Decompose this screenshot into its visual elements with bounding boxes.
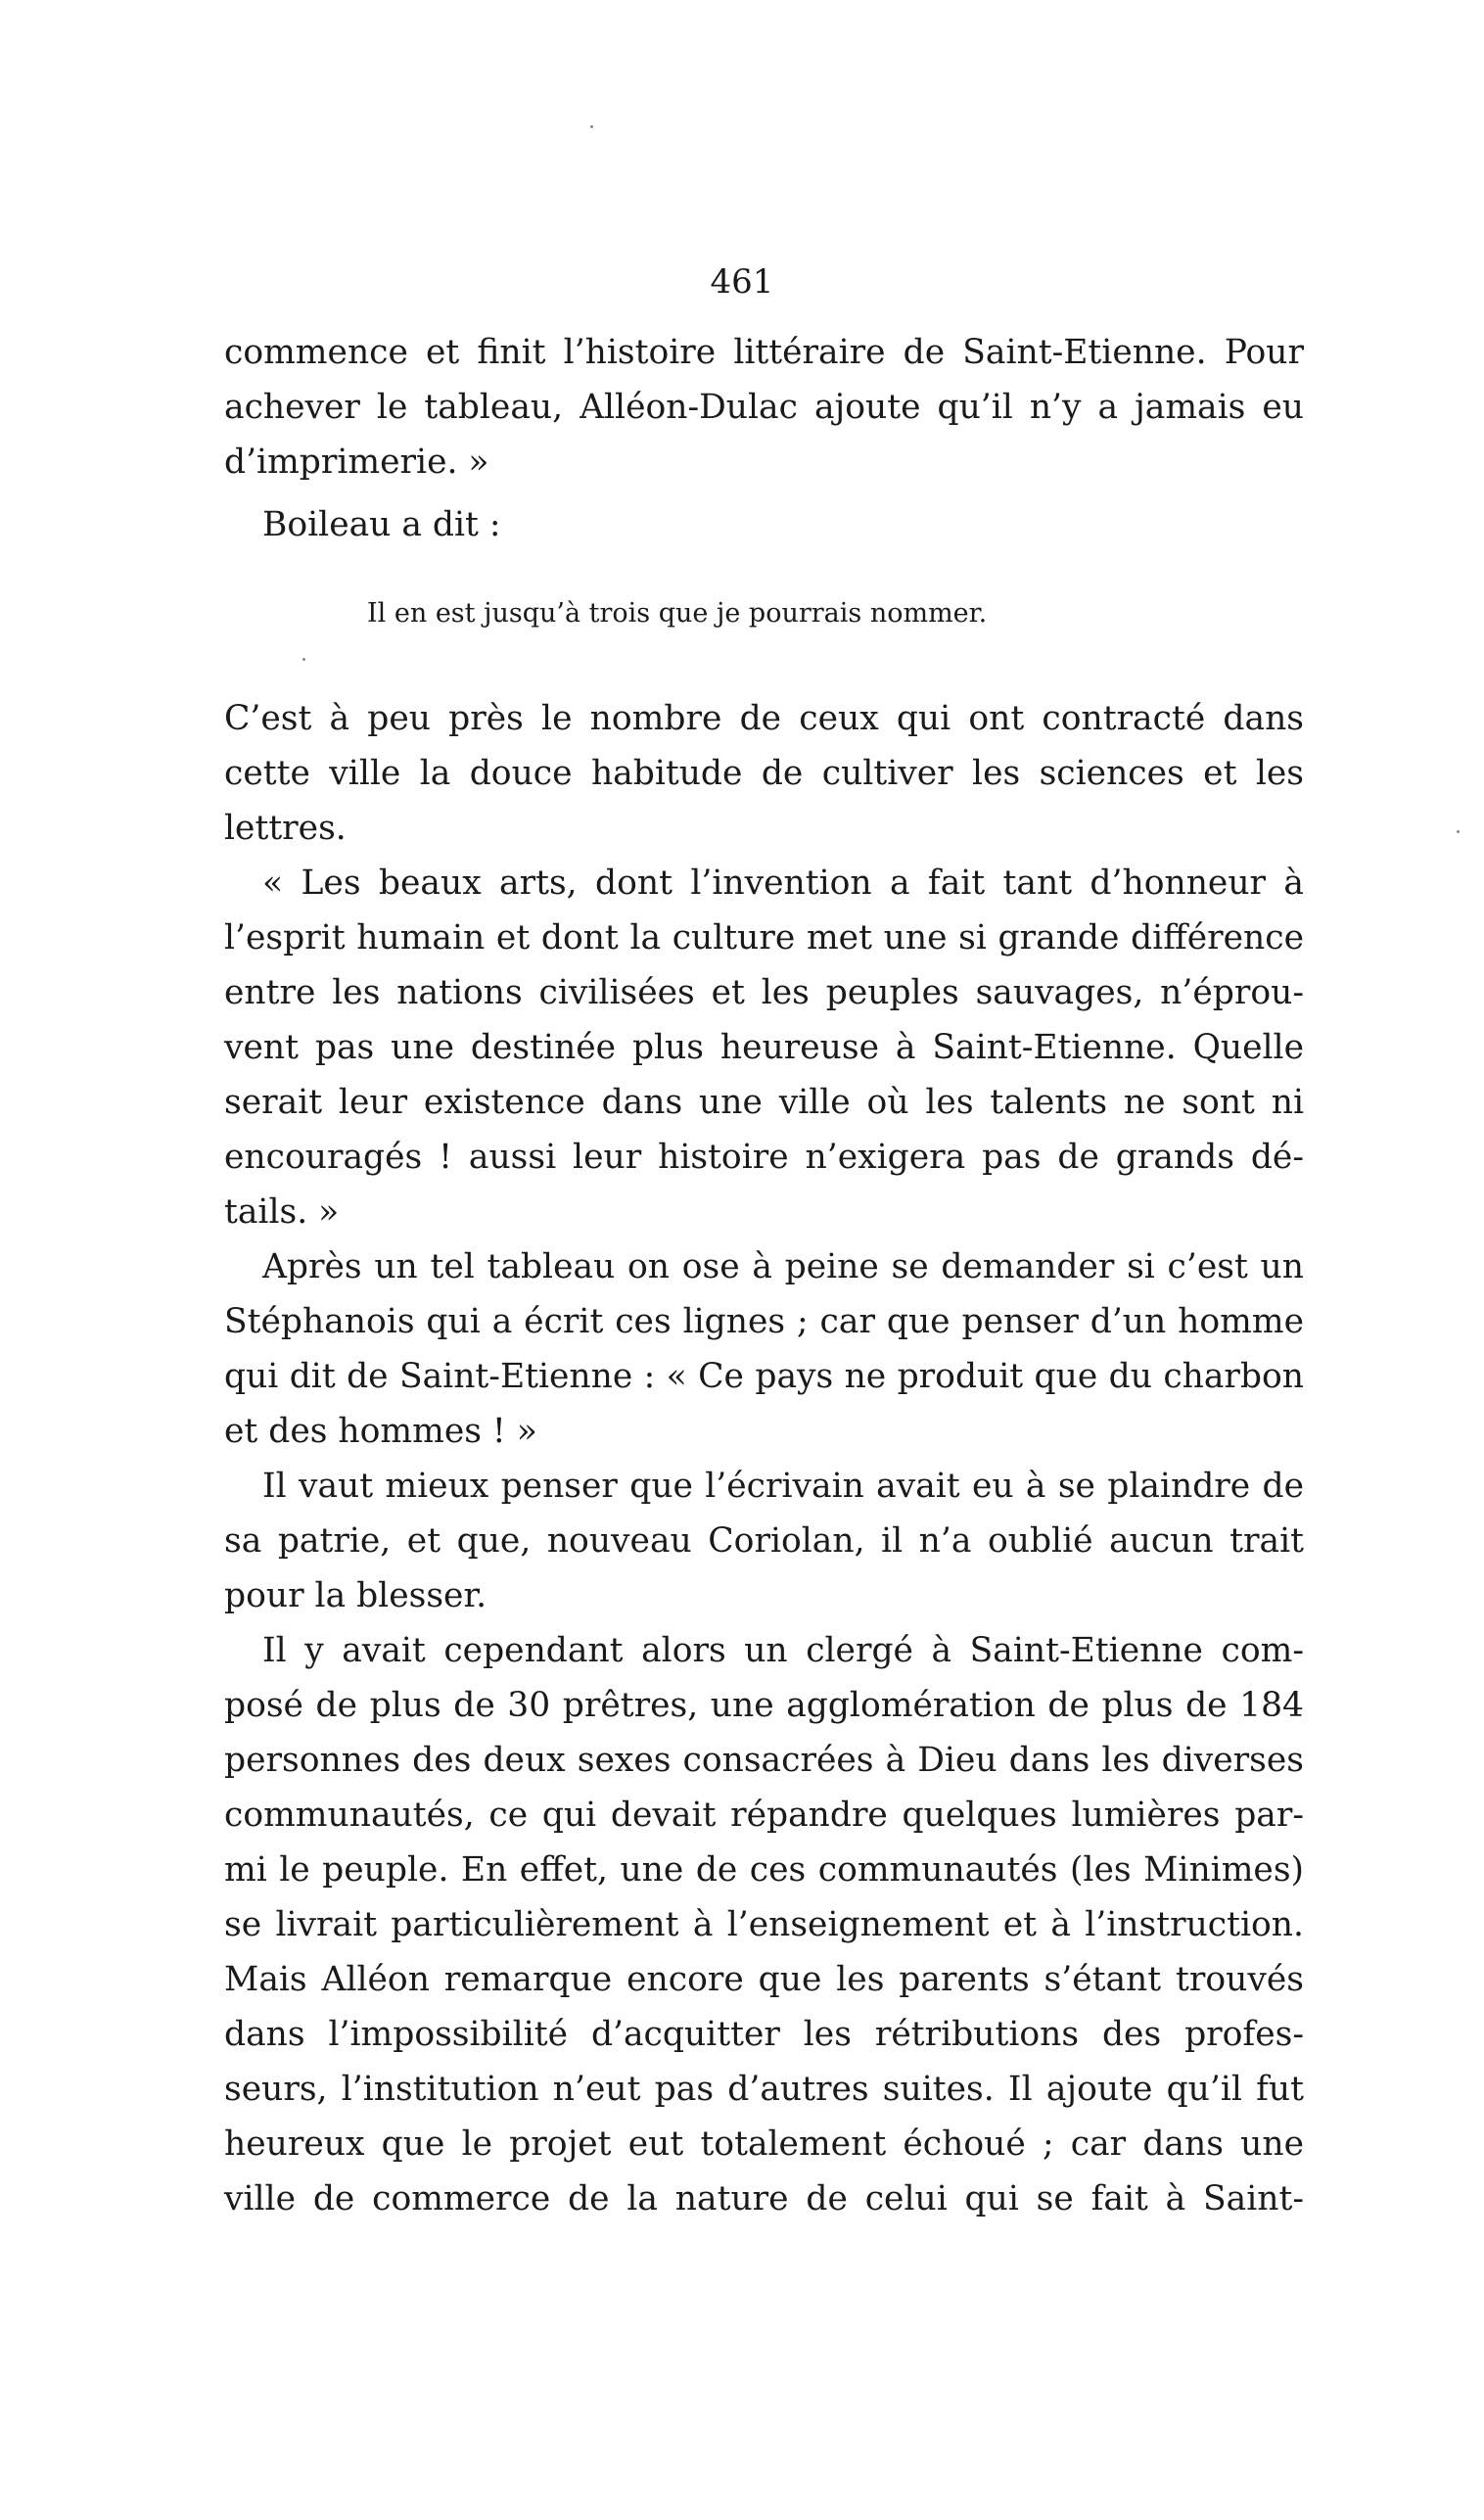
text-line: Mais Alléon remarque encore que les parents s’étant trouvés: [224, 1960, 1304, 1999]
text-line: Il vaut mieux penser que l’écrivain avait eu à se plaindre de: [262, 1467, 1304, 1506]
text-line: posé de plus de 30 prêtres, une agglomération de plus de 184: [224, 1686, 1304, 1725]
text-line: qui dit de Saint-Etienne : « Ce pays ne produit que du charbon: [224, 1357, 1304, 1396]
text-line: serait leur existence dans une ville où les talents ne sont ni: [224, 1083, 1304, 1122]
text-line: sa patrie, et que, nouveau Coriolan, il n’a oublié aucun trait: [224, 1521, 1304, 1561]
text-line: et des hommes ! »: [224, 1412, 537, 1451]
text-line: encouragés ! aussi leur histoire n’exigera pas de grands dé-: [224, 1138, 1304, 1177]
page-number: 461: [710, 262, 774, 302]
text-line: entre les nations civilisées et les peuples sauvages, n’éprou-: [224, 973, 1304, 1012]
text-line: commence et finit l’histoire littéraire de Saint-Etienne. Pour: [224, 333, 1304, 372]
text-line: d’imprimerie. »: [224, 443, 489, 482]
text-line: Après un tel tableau on ose à peine se demander si c’est un: [262, 1247, 1304, 1286]
text-line: vent pas une destinée plus heureuse à Saint-Etienne. Quelle: [224, 1028, 1304, 1067]
text-line: Il y avait cependant alors un clergé à Saint-Etienne com-: [262, 1631, 1304, 1670]
verse-quote: Il en est jusqu’à trois que je pourrais nommer.: [367, 598, 988, 629]
text-line: mi le peuple. En effet, une de ces communautés (les Minimes): [224, 1850, 1304, 1890]
text-line: achever le tableau, Alléon-Dulac ajoute qu’il n’y a jamais eu: [224, 388, 1304, 427]
text-line: « Les beaux arts, dont l’invention a fait tant d’honneur à: [262, 863, 1304, 903]
text-line: heureux que le projet eut totalement échoué ; car dans une: [224, 2124, 1304, 2164]
scan-speck: [1457, 830, 1460, 833]
text-line: cette ville la douce habitude de cultiver les sciences et les: [224, 754, 1304, 793]
text-line: Stéphanois qui a écrit ces lignes ; car que penser d’un homme: [224, 1302, 1304, 1341]
scan-speck: [302, 658, 305, 661]
text-line: l’esprit humain et dont la culture met une si grande différence: [224, 918, 1304, 957]
text-line: se livrait particulièrement à l’enseignement et à l’instruction.: [224, 1905, 1304, 1944]
scan-speck: [590, 125, 593, 128]
text-line: personnes des deux sexes consacrées à Dieu dans les diverses: [224, 1741, 1304, 1780]
text-line: tails. »: [224, 1192, 340, 1232]
text-line: ville de commerce de la nature de celui qui se fait à Saint-: [224, 2179, 1304, 2218]
text-line: pour la blesser.: [224, 1576, 487, 1615]
text-line: Boileau a dit :: [262, 505, 501, 544]
text-line: lettres.: [224, 809, 347, 848]
text-line: communautés, ce qui devait répandre quelques lumières par-: [224, 1796, 1304, 1835]
text-line: C’est à peu près le nombre de ceux qui ont contracté dans: [224, 699, 1304, 738]
text-line: seurs, l’institution n’eut pas d’autres suites. Il ajoute qu’il fut: [224, 2070, 1304, 2109]
text-line: dans l’impossibilité d’acquitter les rétributions des profes-: [224, 2015, 1304, 2054]
